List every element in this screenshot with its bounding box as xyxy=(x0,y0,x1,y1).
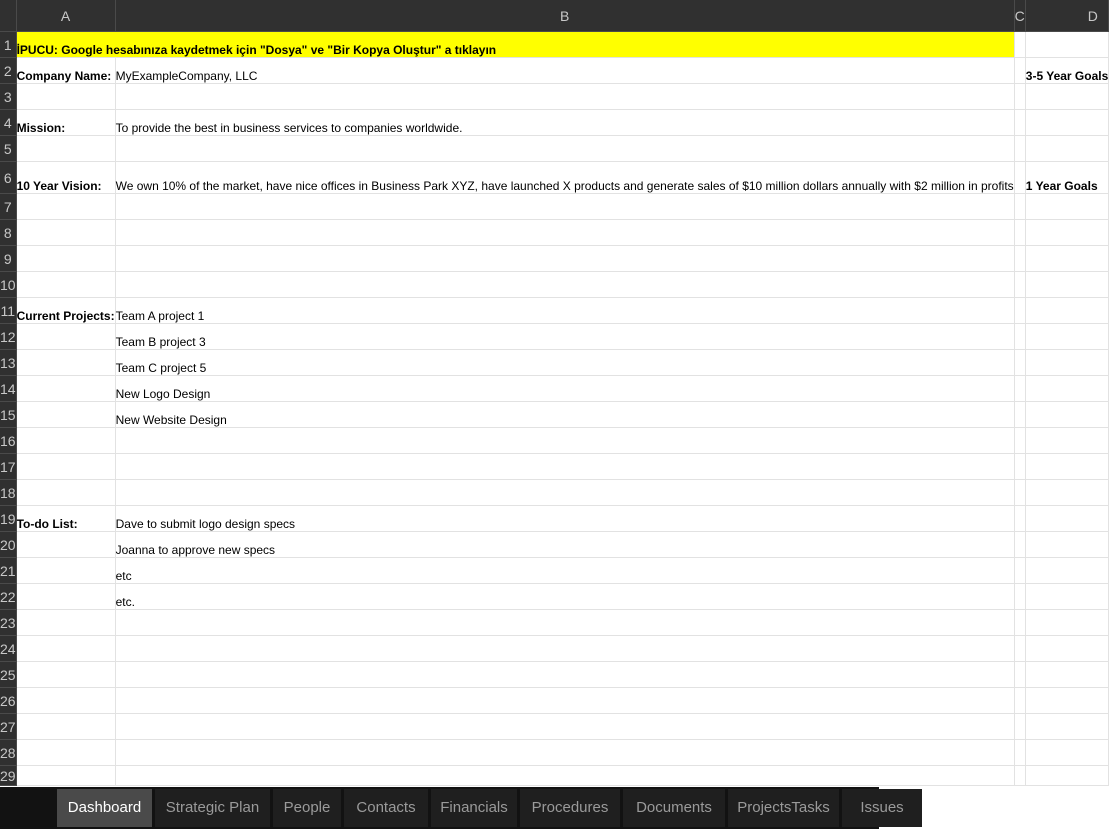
cell-a18[interactable] xyxy=(16,480,115,506)
cell-c7[interactable] xyxy=(1014,194,1025,220)
row-header[interactable]: 3 xyxy=(0,84,16,110)
cell-c1[interactable] xyxy=(1014,32,1025,58)
cell-a16[interactable] xyxy=(16,428,115,454)
cell-a6[interactable]: 10 Year Vision: xyxy=(16,162,115,194)
cell-b20[interactable]: Joanna to approve new specs xyxy=(115,532,1014,558)
row-header[interactable]: 24 xyxy=(0,636,16,662)
cell-d5[interactable] xyxy=(1025,136,1109,162)
cell-a29[interactable] xyxy=(16,766,115,786)
cell-a13[interactable] xyxy=(16,350,115,376)
cell-b23[interactable] xyxy=(115,610,1014,636)
cell-a25[interactable] xyxy=(16,662,115,688)
row-header[interactable]: 17 xyxy=(0,454,16,480)
cell-b13[interactable]: Team C project 5 xyxy=(115,350,1014,376)
cell-c18[interactable] xyxy=(1014,480,1025,506)
sheet-row xyxy=(0,194,1109,220)
cell-a3[interactable] xyxy=(16,84,115,110)
cell-d4[interactable] xyxy=(1025,110,1109,136)
cell-b7[interactable] xyxy=(115,194,1014,220)
cell-a7[interactable] xyxy=(16,194,115,220)
cell-d12[interactable] xyxy=(1025,324,1109,350)
cell-a20[interactable] xyxy=(16,532,115,558)
sheet-tab-issues[interactable]: Issues xyxy=(842,789,922,827)
row-header[interactable]: 6 xyxy=(0,162,16,194)
sheet-tab-bar xyxy=(0,787,904,829)
row-header[interactable]: 20 xyxy=(0,532,16,558)
cell-b5[interactable] xyxy=(115,136,1014,162)
sheet-row xyxy=(0,246,1109,272)
sheet-row xyxy=(0,272,1109,298)
cell-c4[interactable] xyxy=(1014,110,1025,136)
sheet-row xyxy=(0,376,1109,402)
cell-c11[interactable] xyxy=(1014,298,1025,324)
cell-b3[interactable] xyxy=(115,84,1014,110)
cell-d20[interactable] xyxy=(1025,532,1109,558)
cell-a4[interactable]: Mission: xyxy=(16,110,115,136)
cell-d14[interactable] xyxy=(1025,376,1109,402)
cell-c6[interactable] xyxy=(1014,162,1025,194)
cell-b14[interactable]: New Logo Design xyxy=(115,376,1014,402)
cell-d15[interactable] xyxy=(1025,402,1109,428)
sheet-tab-contacts[interactable]: Contacts xyxy=(344,789,428,827)
sheet-row xyxy=(0,584,1109,610)
sheet-tab-procedures[interactable]: Procedures xyxy=(520,789,620,827)
sheet-row xyxy=(0,298,1109,324)
row-header[interactable]: 1 xyxy=(0,32,16,58)
cell-b25[interactable] xyxy=(115,662,1014,688)
cell-c22[interactable] xyxy=(1014,584,1025,610)
cell-c2[interactable] xyxy=(1014,58,1025,84)
cell-a28[interactable] xyxy=(16,740,115,766)
cell-c8[interactable] xyxy=(1014,220,1025,246)
sheet-row xyxy=(0,324,1109,350)
cell-d25[interactable] xyxy=(1025,662,1109,688)
cell-d7[interactable] xyxy=(1025,194,1109,220)
cell-a9[interactable] xyxy=(16,246,115,272)
cell-b16[interactable] xyxy=(115,428,1014,454)
cell-a12[interactable] xyxy=(16,324,115,350)
cell-a11[interactable]: Current Projects: xyxy=(16,298,115,324)
row-header[interactable]: 26 xyxy=(0,688,16,714)
row-header[interactable]: 28 xyxy=(0,740,16,766)
cell-c25[interactable] xyxy=(1014,662,1025,688)
sheet-row xyxy=(0,58,1109,84)
cell-a5[interactable] xyxy=(16,136,115,162)
cell-c13[interactable] xyxy=(1014,350,1025,376)
cell-c20[interactable] xyxy=(1014,532,1025,558)
row-header[interactable]: 5 xyxy=(0,136,16,162)
tip-banner-cell[interactable]: İPUCU: Google hesabınıza kaydetmek için "Dosya" ve "Bir Kopya Oluştur" a tıklayın xyxy=(16,32,1014,58)
cell-c16[interactable] xyxy=(1014,428,1025,454)
cell-c24[interactable] xyxy=(1014,636,1025,662)
cell-d23[interactable] xyxy=(1025,610,1109,636)
sheet-row xyxy=(0,350,1109,376)
cell-d1[interactable] xyxy=(1025,32,1109,58)
sheet-row xyxy=(0,136,1109,162)
cell-c26[interactable] xyxy=(1014,688,1025,714)
row-header[interactable]: 7 xyxy=(0,194,16,220)
sheet-row xyxy=(0,714,1109,740)
row-header[interactable]: 25 xyxy=(0,662,16,688)
sheet-row xyxy=(0,110,1109,136)
cell-c3[interactable] xyxy=(1014,84,1025,110)
cell-b17[interactable] xyxy=(115,454,1014,480)
sheet-row xyxy=(0,558,1109,584)
cell-d17[interactable] xyxy=(1025,454,1109,480)
cell-c27[interactable] xyxy=(1014,714,1025,740)
sheet-row xyxy=(0,766,1109,786)
cell-b26[interactable] xyxy=(115,688,1014,714)
cell-c19[interactable] xyxy=(1014,506,1025,532)
row-header[interactable]: 18 xyxy=(0,480,16,506)
sheet-row xyxy=(0,402,1109,428)
cell-d28[interactable] xyxy=(1025,740,1109,766)
sheet-row xyxy=(0,32,1109,58)
cell-a21[interactable] xyxy=(16,558,115,584)
cell-b11[interactable]: Team A project 1 xyxy=(115,298,1014,324)
cell-a8[interactable] xyxy=(16,220,115,246)
cell-a22[interactable] xyxy=(16,584,115,610)
cell-c23[interactable] xyxy=(1014,610,1025,636)
cell-d10[interactable] xyxy=(1025,272,1109,298)
sheet-row xyxy=(0,688,1109,714)
cell-d9[interactable] xyxy=(1025,246,1109,272)
sheet-row xyxy=(0,84,1109,110)
column-header-c[interactable]: C xyxy=(1014,0,1025,32)
cell-d22[interactable] xyxy=(1025,584,1109,610)
sheet-tab-projectstasks[interactable]: ProjectsTasks xyxy=(728,789,839,827)
cell-a10[interactable] xyxy=(16,272,115,298)
cell-d13[interactable] xyxy=(1025,350,1109,376)
row-header[interactable]: 12 xyxy=(0,324,16,350)
cell-d27[interactable] xyxy=(1025,714,1109,740)
cell-b10[interactable] xyxy=(115,272,1014,298)
sheet-tab-financials[interactable]: Financials xyxy=(431,789,517,827)
sheet-tab-strategic-plan[interactable]: Strategic Plan xyxy=(155,789,270,827)
cell-d18[interactable] xyxy=(1025,480,1109,506)
cell-b21[interactable]: etc xyxy=(115,558,1014,584)
cell-a2[interactable]: Company Name: xyxy=(16,58,115,84)
row-header[interactable]: 15 xyxy=(0,402,16,428)
cell-c10[interactable] xyxy=(1014,272,1025,298)
row-header[interactable]: 19 xyxy=(0,506,16,532)
cell-b18[interactable] xyxy=(115,480,1014,506)
cell-a19[interactable]: To-do List: xyxy=(16,506,115,532)
cell-b15[interactable]: New Website Design xyxy=(115,402,1014,428)
sheet-row xyxy=(0,636,1109,662)
column-header-a[interactable]: A xyxy=(16,0,115,32)
row-header[interactable]: 22 xyxy=(0,584,16,610)
cell-b19[interactable]: Dave to submit logo design specs xyxy=(115,506,1014,532)
cell-c14[interactable] xyxy=(1014,376,1025,402)
cell-a17[interactable] xyxy=(16,454,115,480)
sheet-row xyxy=(0,480,1109,506)
row-header[interactable]: 29 xyxy=(0,767,16,784)
row-header[interactable]: 10 xyxy=(0,272,16,298)
cell-d19[interactable] xyxy=(1025,506,1109,532)
cell-a14[interactable] xyxy=(16,376,115,402)
cell-a24[interactable] xyxy=(16,636,115,662)
row-header[interactable]: 23 xyxy=(0,610,16,636)
cell-c5[interactable] xyxy=(1014,136,1025,162)
cell-a27[interactable] xyxy=(16,714,115,740)
row-header[interactable]: 27 xyxy=(0,714,16,740)
sheet-row xyxy=(0,506,1109,532)
cell-d6[interactable]: 1 Year Goals xyxy=(1025,162,1109,194)
sheet-row xyxy=(0,532,1109,558)
cell-d2[interactable]: 3-5 Year Goals xyxy=(1025,58,1109,84)
cell-c12[interactable] xyxy=(1014,324,1025,350)
cell-d21[interactable] xyxy=(1025,558,1109,584)
cell-d24[interactable] xyxy=(1025,636,1109,662)
row-header[interactable]: 2 xyxy=(0,58,16,84)
column-header-b[interactable]: B xyxy=(115,0,1014,32)
sheet-row xyxy=(0,162,1109,194)
cell-d11[interactable] xyxy=(1025,298,1109,324)
row-header[interactable]: 11 xyxy=(0,298,16,324)
sheet-tab-people[interactable]: People xyxy=(273,789,341,827)
row-header[interactable]: 9 xyxy=(0,246,16,272)
cell-b12[interactable]: Team B project 3 xyxy=(115,324,1014,350)
cell-c15[interactable] xyxy=(1014,402,1025,428)
row-header[interactable]: 14 xyxy=(0,376,16,402)
sheet-row xyxy=(0,610,1109,636)
cell-b2[interactable]: MyExampleCompany, LLC xyxy=(115,58,1014,84)
cell-b29[interactable] xyxy=(115,766,1014,786)
cell-b28[interactable] xyxy=(115,740,1014,766)
select-all-corner[interactable] xyxy=(0,0,16,32)
cell-c28[interactable] xyxy=(1014,740,1025,766)
cell-d3[interactable] xyxy=(1025,84,1109,110)
cell-d8[interactable] xyxy=(1025,220,1109,246)
cell-b27[interactable] xyxy=(115,714,1014,740)
cell-d29[interactable] xyxy=(1025,766,1109,786)
sheet-row xyxy=(0,220,1109,246)
cell-c17[interactable] xyxy=(1014,454,1025,480)
cell-b8[interactable] xyxy=(115,220,1014,246)
cell-b22[interactable]: etc. xyxy=(115,584,1014,610)
cell-d26[interactable] xyxy=(1025,688,1109,714)
sheet-tab-dashboard[interactable]: Dashboard xyxy=(57,789,152,827)
cell-a26[interactable] xyxy=(16,688,115,714)
sheet-row xyxy=(0,740,1109,766)
row-header[interactable]: 4 xyxy=(0,110,16,136)
row-header[interactable]: 21 xyxy=(0,558,16,584)
cell-a15[interactable] xyxy=(16,402,115,428)
cell-b4[interactable]: To provide the best in business services to companies worldwide. xyxy=(115,110,1014,136)
sheet-row xyxy=(0,662,1109,688)
sheet-tab-documents[interactable]: Documents xyxy=(623,789,725,827)
column-header-d[interactable]: D xyxy=(1025,0,1109,32)
row-header[interactable]: 16 xyxy=(0,428,16,454)
cell-d16[interactable] xyxy=(1025,428,1109,454)
cell-c21[interactable] xyxy=(1014,558,1025,584)
row-header[interactable]: 13 xyxy=(0,350,16,376)
cell-c9[interactable] xyxy=(1014,246,1025,272)
sheet-row xyxy=(0,454,1109,480)
cell-b6[interactable]: We own 10% of the market, have nice offices in Business Park XYZ, have launched X products and generate sales of $10 million dollars annually with $2 million in profits xyxy=(115,162,1014,194)
row-header[interactable]: 8 xyxy=(0,220,16,246)
cell-b9[interactable] xyxy=(115,246,1014,272)
sheet-row xyxy=(0,428,1109,454)
cell-b24[interactable] xyxy=(115,636,1014,662)
cell-c29[interactable] xyxy=(1014,766,1025,786)
cell-a23[interactable] xyxy=(16,610,115,636)
